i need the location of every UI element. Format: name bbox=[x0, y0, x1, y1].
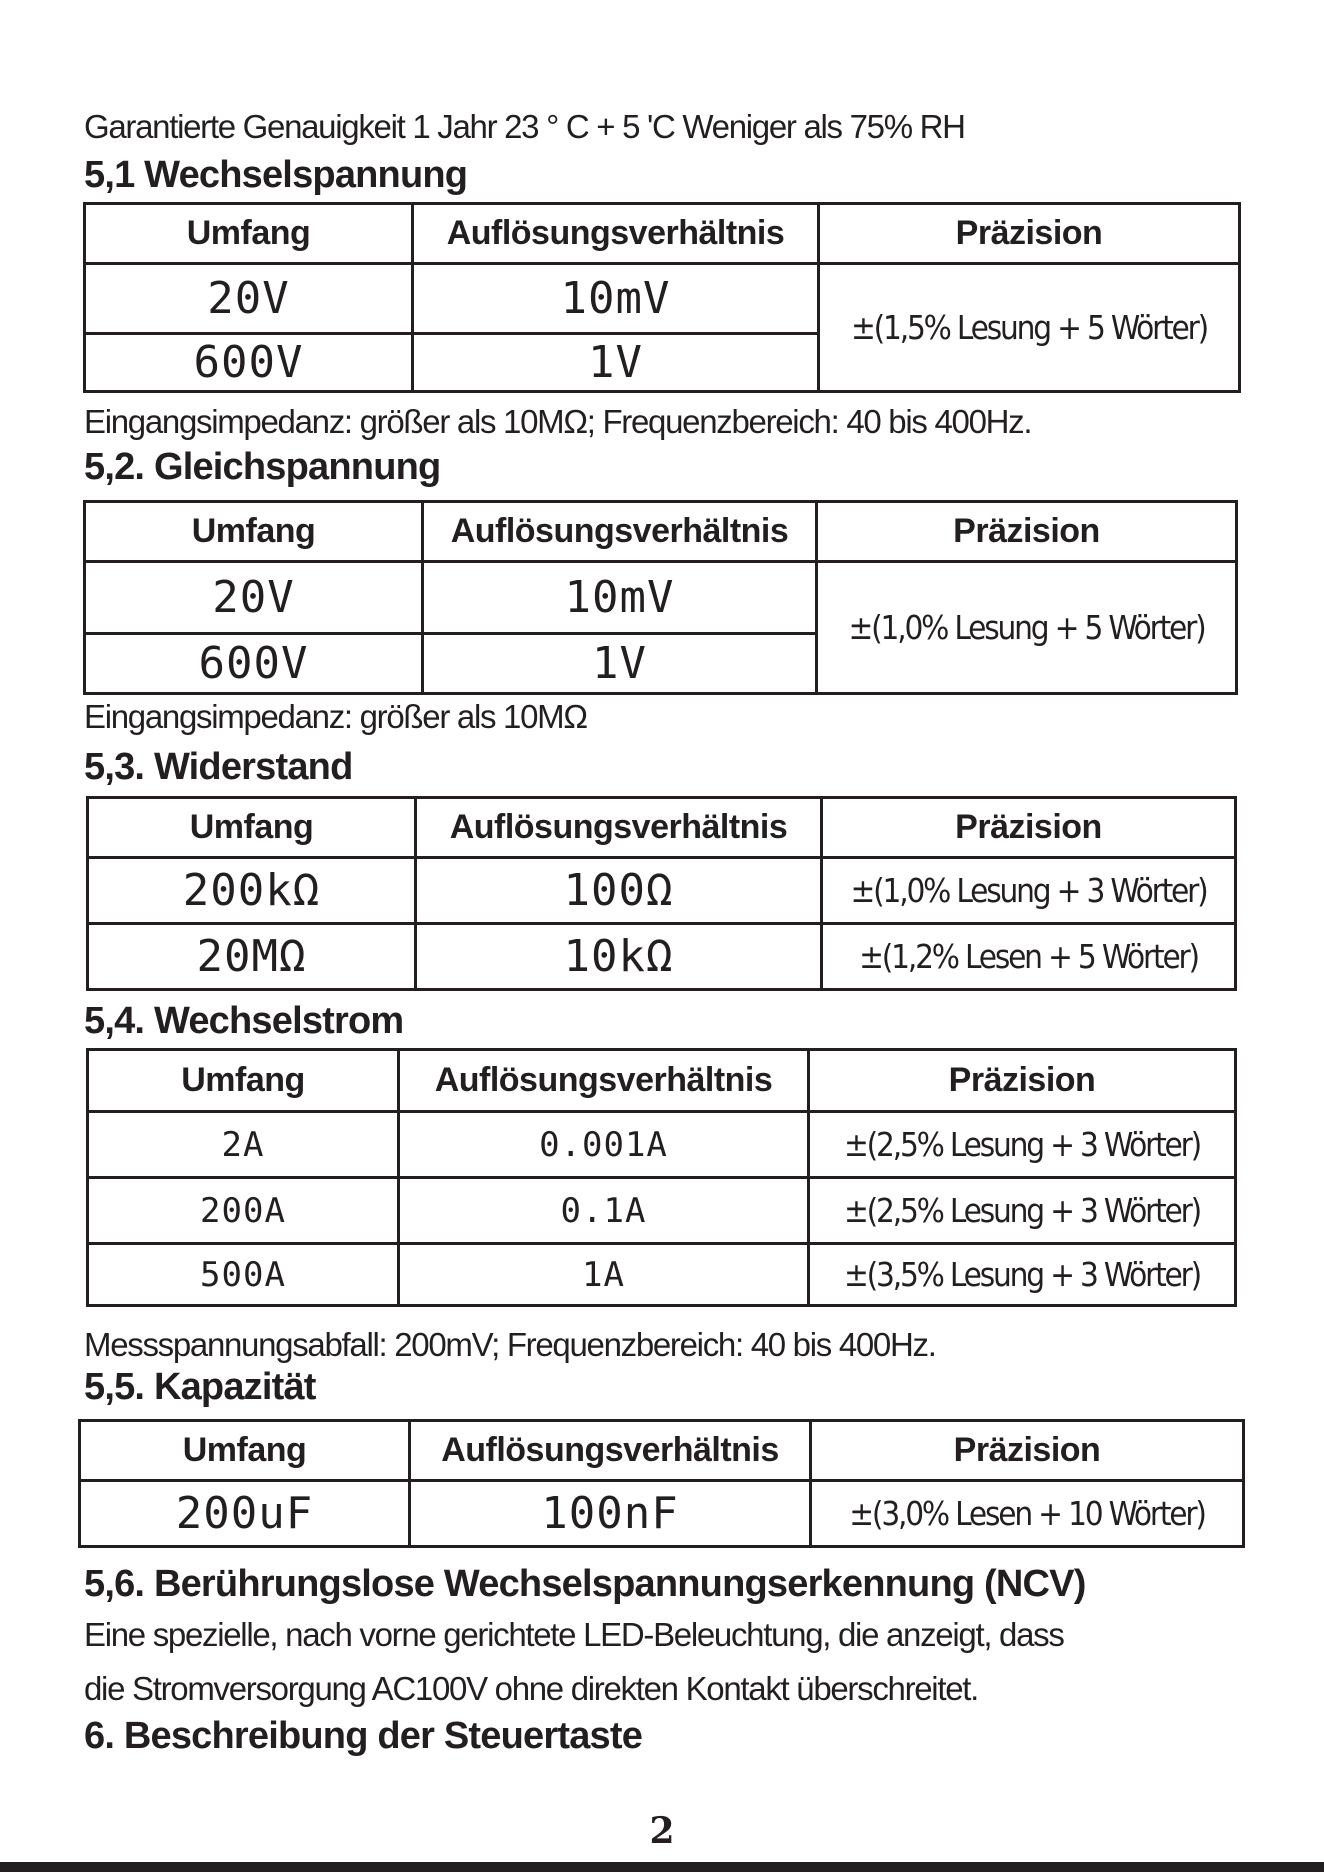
range-cell: 20MΩ bbox=[88, 924, 416, 990]
header-resolution: Auflösungsverhältnis bbox=[423, 502, 817, 562]
resolution-cell: 10mV bbox=[423, 562, 817, 634]
header-resolution: Auflösungsverhältnis bbox=[410, 1421, 811, 1481]
resolution-cell: 100Ω bbox=[416, 858, 822, 924]
precision-cell: ±(3,5% Lesung + 3 Wörter) bbox=[809, 1244, 1236, 1306]
resistance-table bbox=[86, 796, 1237, 991]
capacitance-table bbox=[78, 1419, 1245, 1548]
header-precision: Präzision bbox=[811, 1421, 1244, 1481]
header-range: Umfang bbox=[85, 502, 423, 562]
header-resolution: Auflösungsverhältnis bbox=[413, 204, 819, 264]
ac-voltage-note: Eingangsimpedanz: größer als 10MΩ; Frequenzbereich: 40 bis 400Hz. bbox=[84, 403, 1032, 440]
precision-cell: ±(1,5% Lesung + 5 Wörter) bbox=[819, 264, 1240, 392]
header-resolution: Auflösungsverhältnis bbox=[399, 1050, 809, 1112]
range-cell: 200uF bbox=[80, 1481, 410, 1547]
precision-cell: ±(1,2% Lesen + 5 Wörter) bbox=[822, 924, 1236, 990]
precision-cell: ±(1,0% Lesung + 5 Wörter) bbox=[817, 562, 1237, 694]
range-cell: 200A bbox=[88, 1178, 399, 1244]
section-title-control-keys: 6. Beschreibung der Steuertaste bbox=[84, 1715, 643, 1757]
header-precision: Präzision bbox=[809, 1050, 1236, 1112]
resolution-cell: 10kΩ bbox=[416, 924, 822, 990]
range-cell: 20V bbox=[85, 264, 413, 334]
section-title-ncv: 5,6. Berührungslose Wechselspannungserkennung (NCV) bbox=[84, 1563, 1086, 1605]
ac-current-table bbox=[86, 1048, 1237, 1307]
header-precision: Präzision bbox=[822, 798, 1236, 858]
resolution-cell: 1V bbox=[423, 634, 817, 694]
range-cell: 600V bbox=[85, 334, 413, 392]
precision-cell: ±(1,0% Lesung + 3 Wörter) bbox=[822, 858, 1236, 924]
range-cell: 200kΩ bbox=[88, 858, 416, 924]
range-cell: 20V bbox=[85, 562, 423, 634]
precision-cell: ±(2,5% Lesung + 3 Wörter) bbox=[809, 1178, 1236, 1244]
resolution-cell: 0.1A bbox=[399, 1178, 809, 1244]
header-range: Umfang bbox=[88, 798, 416, 858]
header-range: Umfang bbox=[88, 1050, 399, 1112]
precision-cell: ±(3,0% Lesen + 10 Wörter) bbox=[811, 1481, 1244, 1547]
ncv-description-line: Eine spezielle, nach vorne gerichtete LED-Beleuchtung, die anzeigt, dass bbox=[84, 1616, 1064, 1653]
range-cell: 600V bbox=[85, 634, 423, 694]
resolution-cell: 1A bbox=[399, 1244, 809, 1306]
section-title-resistance: 5,3. Widerstand bbox=[84, 746, 353, 788]
range-cell: 500A bbox=[88, 1244, 399, 1306]
section-title-ac-voltage: 5,1 Wechselspannung bbox=[84, 154, 468, 196]
ac-current-note: Messspannungsabfall: 200mV; Frequenzbereich: 40 bis 400Hz. bbox=[84, 1326, 936, 1363]
header-precision: Präzision bbox=[819, 204, 1240, 264]
ac-voltage-table bbox=[83, 202, 1241, 393]
header-range: Umfang bbox=[85, 204, 413, 264]
section-title-capacitance: 5,5. Kapazität bbox=[84, 1366, 316, 1408]
ncv-description-line: die Stromversorgung AC100V ohne direkten Kontakt überschreitet. bbox=[84, 1670, 979, 1707]
resolution-cell: 100nF bbox=[410, 1481, 811, 1547]
dc-voltage-note: Eingangsimpedanz: größer als 10MΩ bbox=[84, 698, 587, 735]
resolution-cell: 1V bbox=[413, 334, 819, 392]
range-cell: 2A bbox=[88, 1112, 399, 1178]
dc-voltage-table bbox=[83, 500, 1238, 695]
header-range: Umfang bbox=[80, 1421, 410, 1481]
accuracy-intro: Garantierte Genauigkeit 1 Jahr 23 ° C + 5 'C Weniger als 75% RH bbox=[84, 108, 965, 145]
header-precision: Präzision bbox=[817, 502, 1237, 562]
precision-cell: ±(2,5% Lesung + 3 Wörter) bbox=[809, 1112, 1236, 1178]
section-title-ac-current: 5,4. Wechselstrom bbox=[84, 1000, 404, 1042]
section-title-dc-voltage: 5,2. Gleichspannung bbox=[84, 446, 441, 488]
header-resolution: Auflösungsverhältnis bbox=[416, 798, 822, 858]
resolution-cell: 10mV bbox=[413, 264, 819, 334]
bottom-edge-bar bbox=[0, 1862, 1324, 1872]
resolution-cell: 0.001A bbox=[399, 1112, 809, 1178]
page-number: 2 bbox=[649, 1810, 675, 1852]
